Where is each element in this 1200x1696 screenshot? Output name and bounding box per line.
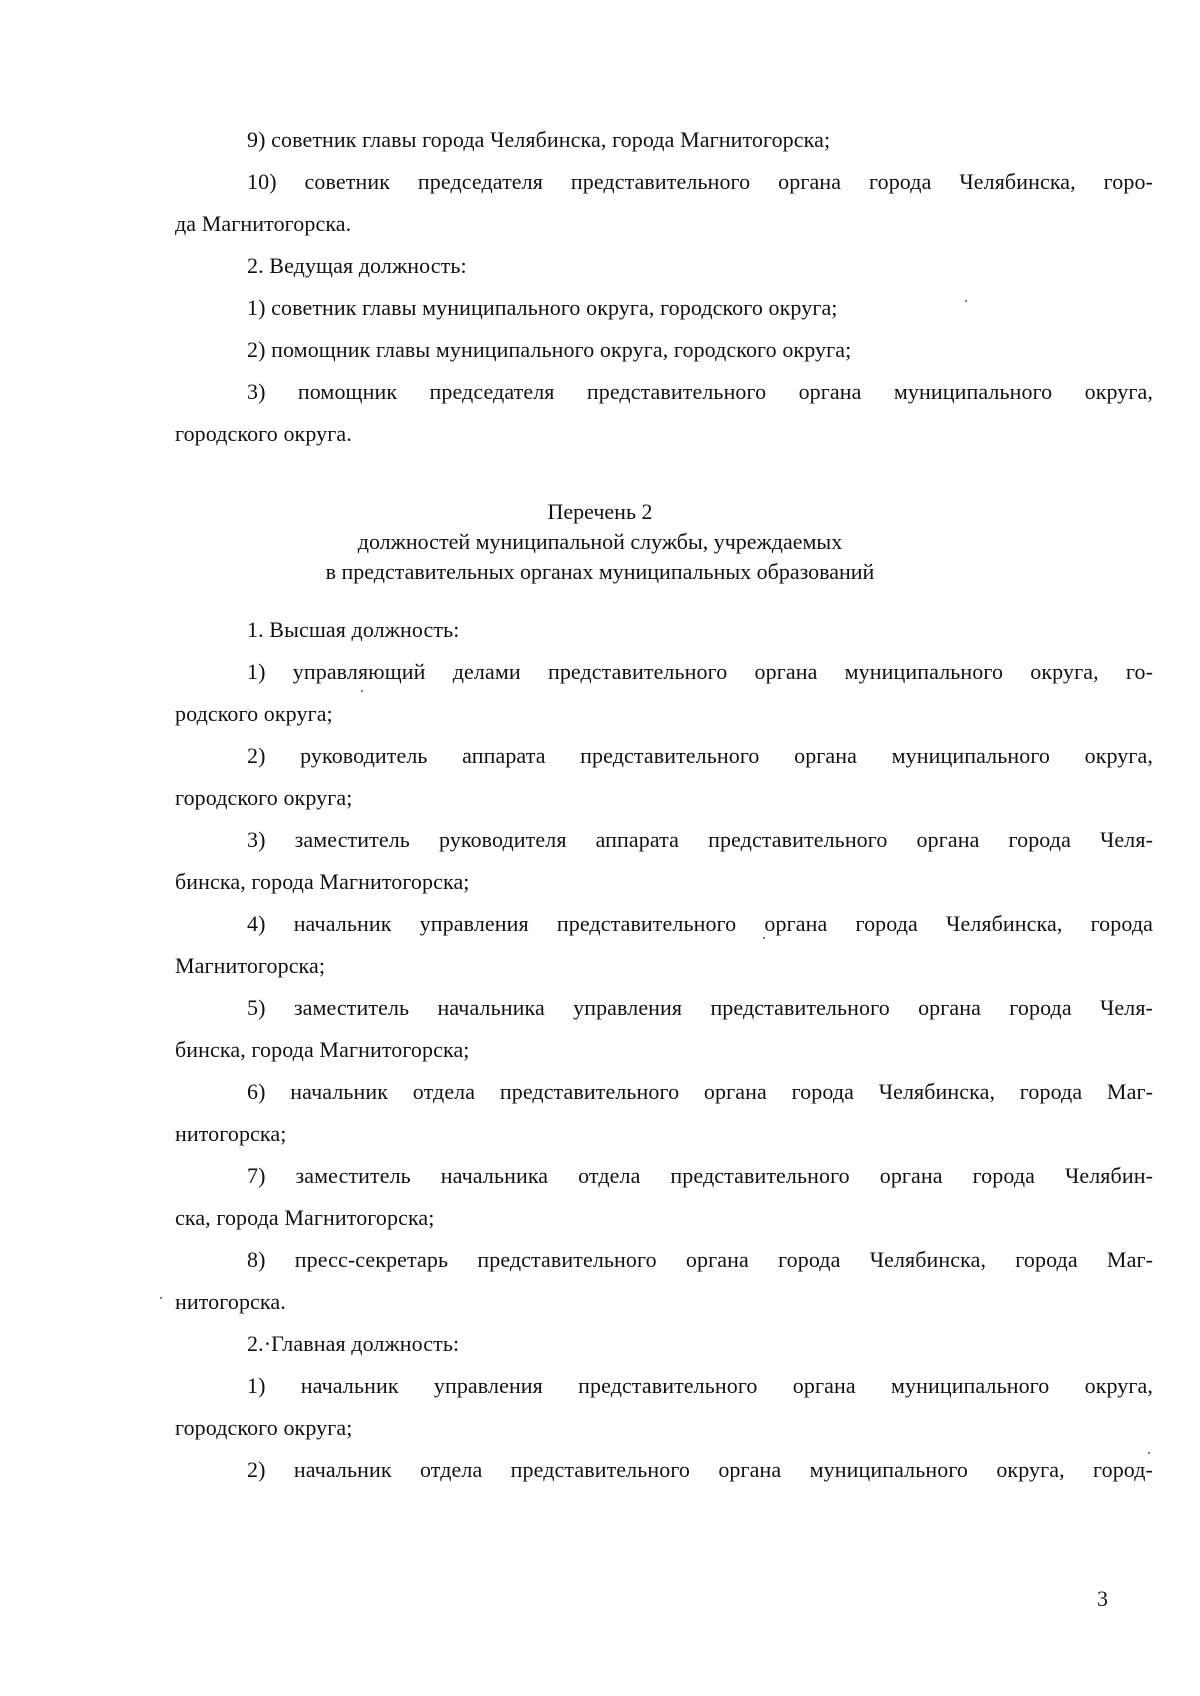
list-item-continuation: нитогорска; — [175, 1121, 287, 1146]
list-item: 3) заместитель руководителя аппарата представительного органа города Челя- — [247, 827, 1153, 852]
list-item: 2) руководитель аппарата представительного органа муниципального округа, — [247, 743, 1153, 768]
list-item: 5) заместитель начальника управления представительного органа города Челя- — [247, 995, 1153, 1020]
list-item: 3) помощник председателя представительного органа муниципального округа, — [247, 379, 1153, 404]
list-item: 8) пресс-секретарь представительного органа города Челябинска, города Маг- — [247, 1247, 1153, 1272]
scan-speck — [763, 937, 765, 939]
list-item-continuation: Магнитогорска; — [175, 953, 326, 978]
section-heading: 2. Ведущая должность: — [247, 253, 467, 278]
list-subtitle: в представительных органах муниципальных образований — [325, 559, 875, 584]
list-item-continuation: бинска, города Магнитогорска; — [175, 869, 470, 894]
list-item: 2) помощник главы муниципального округа, городского округа; — [247, 337, 852, 362]
list-item: 1) советник главы муниципального округа, городского округа; — [247, 295, 838, 320]
scan-speck — [1148, 1452, 1150, 1454]
list-item-continuation: бинска, города Магнитогорска; — [175, 1037, 470, 1062]
section-heading: 1. Высшая должность: — [247, 617, 460, 642]
list-title: Перечень 2 — [547, 499, 653, 524]
section-heading: 2.·Главная должность: — [247, 1331, 460, 1356]
list-item: 7) заместитель начальника отдела представительного органа города Челябин- — [247, 1163, 1153, 1188]
list-item: 1) начальник управления представительного органа муниципального округа, — [247, 1373, 1153, 1398]
list-item: 1) управляющий делами представительного органа муниципального округа, го- — [247, 659, 1153, 684]
list-item-continuation: городского округа; — [175, 1415, 353, 1440]
list-item-continuation: городского округа; — [175, 785, 353, 810]
list-item-continuation: да Магнитогорска. — [175, 211, 352, 236]
list-item-continuation: нитогорска. — [175, 1289, 286, 1314]
list-item-continuation: городского округа. — [175, 421, 352, 446]
list-item: 10) советник председателя представительного органа города Челябинска, горо- — [247, 169, 1153, 194]
list-item: 2) начальник отдела представительного органа муниципального округа, город- — [247, 1457, 1153, 1482]
scan-speck — [160, 1297, 162, 1299]
list-item: 4) начальник управления представительного органа города Челябинска, города — [247, 911, 1153, 936]
list-item: 9) советник главы города Челябинска, города Магнитогорска; — [247, 127, 831, 152]
page-number: 3 — [1097, 1586, 1108, 1611]
scan-speck — [965, 300, 967, 302]
list-subtitle: должностей муниципальной службы, учреждаемых — [357, 529, 843, 554]
scan-speck — [361, 690, 363, 692]
list-item-continuation: ска, города Магнитогорска; — [175, 1205, 435, 1230]
list-item: 6) начальник отдела представительного органа города Челябинска, города Маг- — [247, 1079, 1153, 1104]
list-item-continuation: родского округа; — [175, 701, 333, 726]
